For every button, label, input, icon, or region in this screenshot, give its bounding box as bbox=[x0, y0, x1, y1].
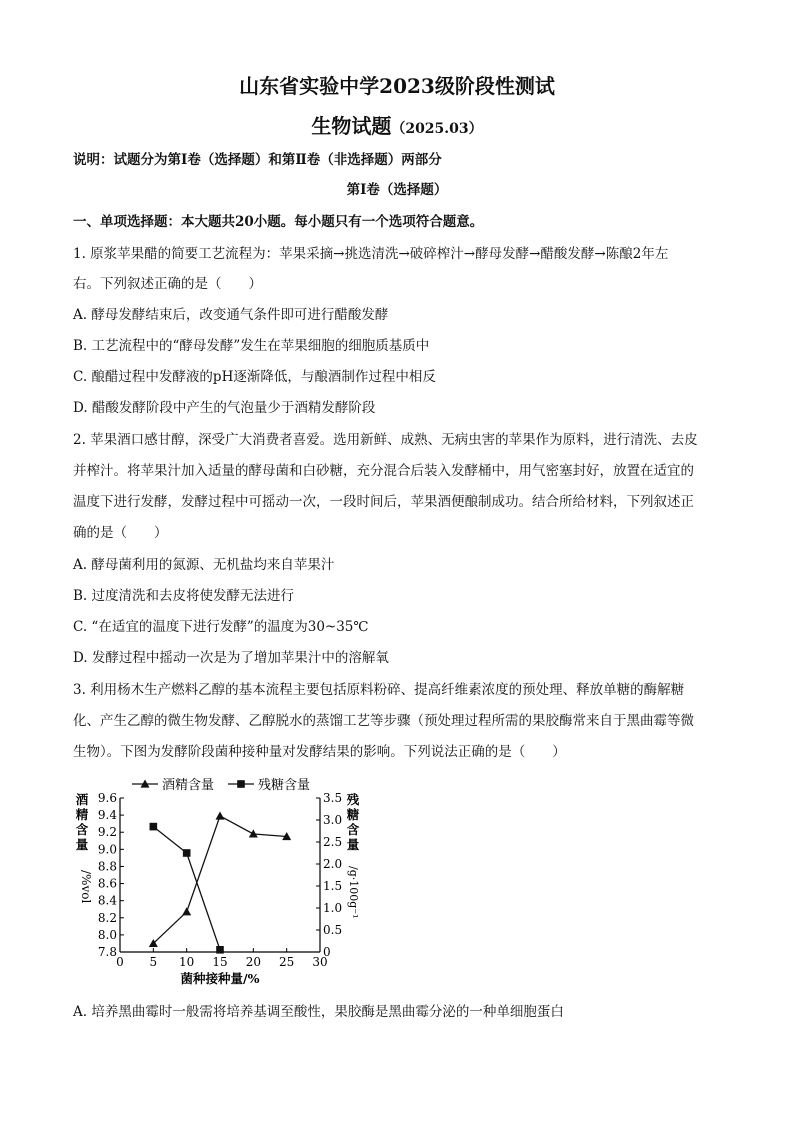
right-tick-label: 3.0 bbox=[323, 813, 343, 827]
x-tick-label: 0 bbox=[116, 955, 124, 969]
q3-stem-line-1: 3. 利用杨木生产燃料乙醇的基本流程主要包括原料粉碎、提高纤维素浓度的预处理、释放单糖的酶解糖 bbox=[73, 682, 685, 698]
q1-option-c: C. 酿醋过程中发酵液的pH逐渐降低，与酿酒制作过程中相反 bbox=[73, 369, 436, 385]
q2-option-c: C. “在适宜的温度下进行发酵”的温度为30~35℃ bbox=[73, 619, 369, 635]
left-tick-label: 7.8 bbox=[97, 945, 117, 959]
chart-axes bbox=[75, 791, 360, 986]
right-tick-label: 0.5 bbox=[323, 923, 343, 937]
inoculation-chart bbox=[70, 770, 360, 990]
q2-stem-line-3: 温度下进行发酵，发酵过程中可摇动一次，一段时间后，苹果酒便酿制成功。结合所给材料，下列叙述正 bbox=[73, 494, 694, 510]
q2-option-b: B. 过度清洗和去皮将使发酵无法进行 bbox=[73, 588, 295, 604]
subject-title: 生物试题 bbox=[311, 114, 392, 138]
left-tick-label: 9.4 bbox=[97, 808, 117, 823]
left-tick-label: 9.2 bbox=[97, 825, 117, 840]
right-axis-label: 残糖含量 bbox=[346, 792, 360, 852]
q1-option-b: B. 工艺流程中的“酵母发酵”发生在苹果细胞的细胞质基质中 bbox=[73, 338, 430, 354]
x-tick-label: 15 bbox=[212, 955, 228, 969]
x-axis-label: 菌种接种量/% bbox=[180, 971, 260, 986]
exam-date: （2025.03） bbox=[391, 121, 483, 137]
alcohol-series-line bbox=[153, 816, 286, 943]
alcohol-data-point bbox=[249, 829, 258, 837]
legend-sugar-label: 残糖含量 bbox=[258, 778, 311, 793]
left-tick-label: 8.4 bbox=[97, 893, 117, 908]
right-tick-label: 3.5 bbox=[323, 791, 343, 805]
right-tick-label: 0 bbox=[323, 945, 331, 959]
right-axis-unit: /g·100g⁻¹ bbox=[347, 866, 360, 919]
q1-stem-line-1: 1. 原浆苹果醋的简要工艺流程为：苹果采摘→挑选清洗→破碎榨汁→酵母发酵→醋酸发酵→陈酿2年左 bbox=[73, 246, 669, 262]
sugar-data-point bbox=[150, 823, 158, 831]
x-tick-label: 10 bbox=[179, 955, 195, 969]
q1-option-d: D. 醋酸发酵阶段中产生的气泡量少于酒精发酵阶段 bbox=[73, 400, 376, 416]
q2-stem-line-1: 2. 苹果酒口感甘醇，深受广大消费者喜爱。选用新鲜、成熟、无病虫害的苹果作为原料，进行清洗、去皮 bbox=[73, 432, 698, 448]
sugar-data-point bbox=[216, 946, 224, 954]
q2-stem-line-2: 并榨汁。将苹果汁加入适量的酵母菌和白砂糖，充分混合后装入发酵桶中，用气密塞封好，放置在适宜的 bbox=[73, 463, 694, 479]
q3-stem-line-3: 生物）。下图为发酵阶段菌种接种量对发酵结果的影响。下列说法正确的是（ ） bbox=[73, 744, 566, 760]
left-tick-label: 9.0 bbox=[97, 842, 117, 857]
left-tick-label: 9.6 bbox=[97, 791, 117, 805]
q1-option-a: A. 酵母发酵结束后，改变通气条件即可进行醋酸发酵 bbox=[73, 307, 389, 323]
left-axis-label: 酒精含量 bbox=[75, 792, 89, 852]
q3-stem-line-2: 化、产生乙醇的微生物发酵、乙醇脱水的蒸馏工艺等步骤（预处理过程所需的果胶酶常来自于黑曲霉等微 bbox=[73, 713, 694, 729]
part-heading: 一、单项选择题：本大题共20小题。每小题只有一个选项符合题意。 bbox=[73, 214, 484, 230]
q3-option-a: A. 培养黑曲霉时一般需将培养基调至酸性，果胶酶是黑曲霉分泌的一种单细胞蛋白 bbox=[73, 1004, 564, 1020]
chart-legend bbox=[132, 777, 310, 793]
x-tick-label: 5 bbox=[149, 955, 158, 969]
left-axis-unit: /%vol bbox=[79, 870, 93, 904]
exam-note: 说明：试题分为第Ⅰ卷（选择题）和第Ⅱ卷（非选择题）两部分 bbox=[73, 152, 442, 168]
left-tick-label: 8.8 bbox=[97, 859, 117, 874]
section-title: 第Ⅰ卷（选择题） bbox=[346, 182, 448, 198]
x-tick-label: 25 bbox=[279, 955, 295, 969]
right-tick-label: 2.5 bbox=[323, 835, 343, 849]
x-tick-label: 20 bbox=[245, 955, 261, 969]
left-tick-label: 8.2 bbox=[97, 910, 117, 925]
q2-stem-line-4: 确的是（ ） bbox=[73, 525, 168, 541]
q2-option-d: D. 发酵过程中摇动一次是为了增加苹果汁中的溶解氧 bbox=[73, 650, 389, 666]
legend-sugar-marker bbox=[237, 780, 245, 788]
exam-subtitle bbox=[0, 110, 794, 139]
exam-title: 山东省实验中学2023级阶段性测试 bbox=[239, 74, 555, 98]
left-tick-label: 8.6 bbox=[97, 876, 117, 891]
x-tick-label: 30 bbox=[312, 955, 328, 969]
right-tick-label: 1.5 bbox=[323, 879, 343, 893]
alcohol-data-point bbox=[216, 811, 225, 819]
sugar-data-point bbox=[183, 849, 191, 857]
alcohol-data-point bbox=[182, 907, 191, 915]
q2-option-a: A. 酵母菌利用的氮源、无机盐均来自苹果汁 bbox=[73, 557, 335, 573]
right-tick-label: 2.0 bbox=[323, 857, 343, 871]
q1-stem-line-2: 右。下列叙述正确的是（ ） bbox=[73, 276, 262, 292]
right-tick-label: 1.0 bbox=[323, 901, 343, 915]
left-tick-label: 8.0 bbox=[97, 927, 117, 942]
legend-alcohol-label: 酒精含量 bbox=[162, 778, 215, 793]
chart-series bbox=[149, 811, 291, 953]
